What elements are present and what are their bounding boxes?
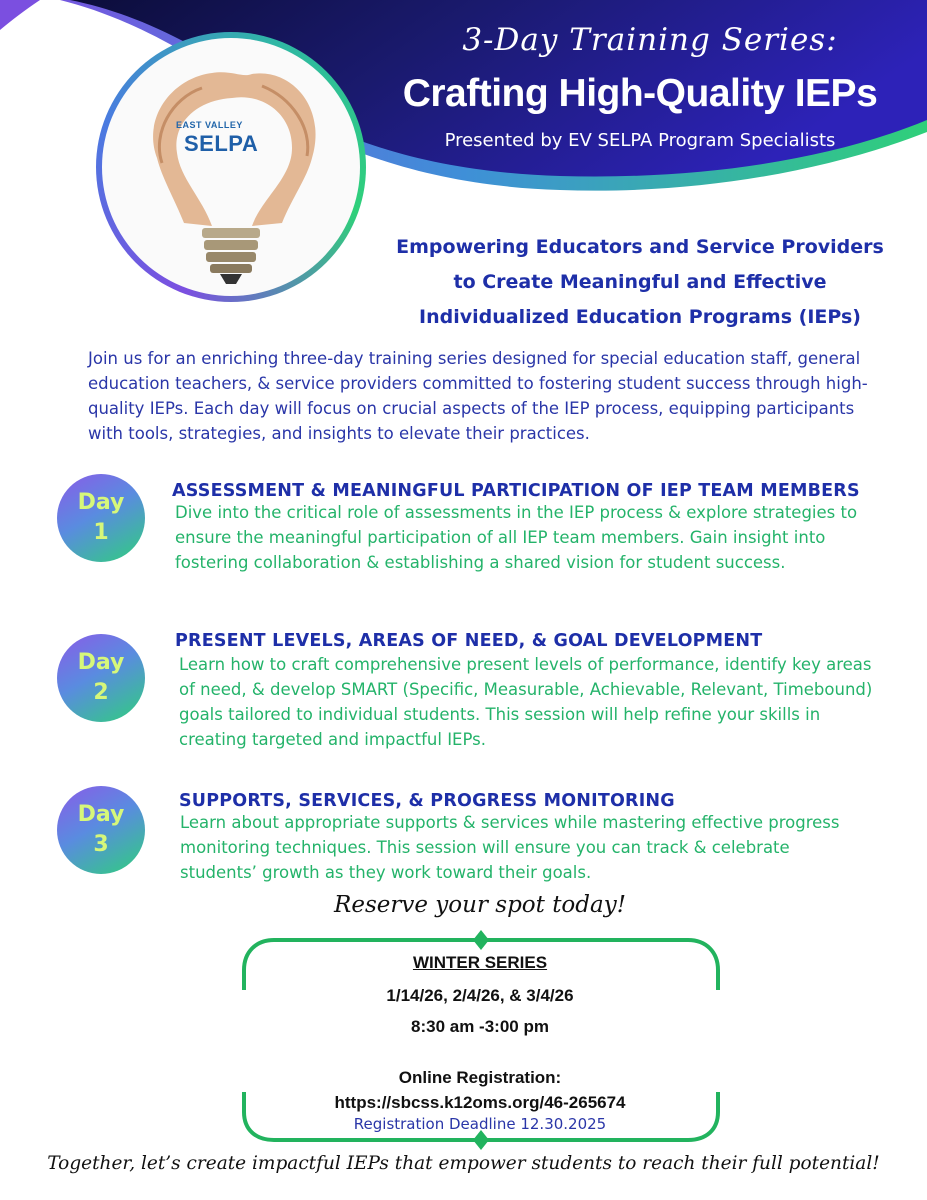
closing-message: Together, let’s create impactful IEPs that empower students to reach their full potential! — [47, 1153, 880, 1174]
book-icon — [102, 38, 124, 64]
day-2-description: Learn how to craft comprehensive present levels of performance, identify key areas of need, & develop SMART (Specific, Measurable, Achievable, Relevant, Timebound) goals tailored to individual students. This session will help refine your skills in creating targeted and impactful IEPs. — [179, 655, 873, 749]
presented-by: Presented by EV SELPA Program Specialists — [444, 130, 836, 151]
day-3-badge — [57, 786, 145, 874]
subtitle-line-1: Empowering Educators and Service Providers — [396, 236, 884, 258]
intro-paragraph: Join us for an enriching three-day training series designed for special education staff, general education teachers, & service providers committed to fostering student success through high-quality IEPs. Each day will focus on crucial aspects of the IEP process, equipping participants with tools, strategies, and insights to elevate their practices. — [88, 349, 868, 443]
online-registration-label: Online Registration: — [398, 1068, 562, 1087]
day-2-badge-num: 2 — [93, 680, 109, 705]
registration-deadline: Registration Deadline 12.30.2025 — [353, 1115, 607, 1133]
main-title: Crafting High-Quality IEPs — [402, 72, 878, 115]
lightbulb-icon — [102, 38, 360, 296]
day-1-description: Dive into the critical role of assessments in the IEP process & explore strategies to ensure the meaningful participation of all IEP team members. Gain insight into fostering collaboration & establishing a shared vision for student success. — [175, 503, 858, 572]
winter-series-heading: WINTER SERIES — [412, 953, 548, 972]
day-3-badge-word: Day — [77, 802, 125, 827]
top-diamond-icon — [473, 930, 489, 950]
logo-circle — [96, 32, 366, 302]
series-dates: 1/14/26, 2/4/26, & 3/4/26 — [386, 986, 574, 1005]
day-3-badge-num: 3 — [93, 832, 109, 857]
day-2-badge — [57, 634, 145, 722]
day-2-title: PRESENT LEVELS, AREAS OF NEED, & GOAL DEVELOPMENT — [175, 631, 763, 651]
subtitle — [380, 230, 900, 335]
registration-url[interactable]: https://sbcss.k12oms.org/46-265674 — [334, 1093, 626, 1112]
day-2-badge-word: Day — [77, 650, 125, 675]
logo-org-small: EAST VALLEY — [176, 120, 243, 130]
logo-org-big: SELPA — [184, 131, 259, 156]
subtitle-line-3: Individualized Education Programs (IEPs) — [419, 306, 861, 328]
series-time: 8:30 am -3:00 pm — [411, 1017, 549, 1036]
day-1-badge-word: Day — [77, 490, 125, 515]
day-1-badge-num: 1 — [93, 520, 109, 545]
reserve-tagline: Reserve your spot today! — [334, 892, 626, 918]
lightbulb-hands-image — [102, 38, 360, 296]
day-3-description: Learn about appropriate supports & services while mastering effective progress monitoring techniques. This session will ensure you can track & celebrate students’ growth as they work toward their goals. — [180, 813, 840, 882]
day-1-badge — [57, 474, 145, 562]
bottom-diamond-icon — [473, 1130, 489, 1150]
subtitle-line-2: to Create Meaningful and Effective — [453, 271, 827, 293]
day-3-title: SUPPORTS, SERVICES, & PROGRESS MONITORING — [179, 791, 675, 811]
series-title: 3-Day Training Series: — [462, 22, 838, 58]
day-1-title: ASSESSMENT & MEANINGFUL PARTICIPATION OF IEP TEAM MEMBERS — [172, 481, 860, 501]
